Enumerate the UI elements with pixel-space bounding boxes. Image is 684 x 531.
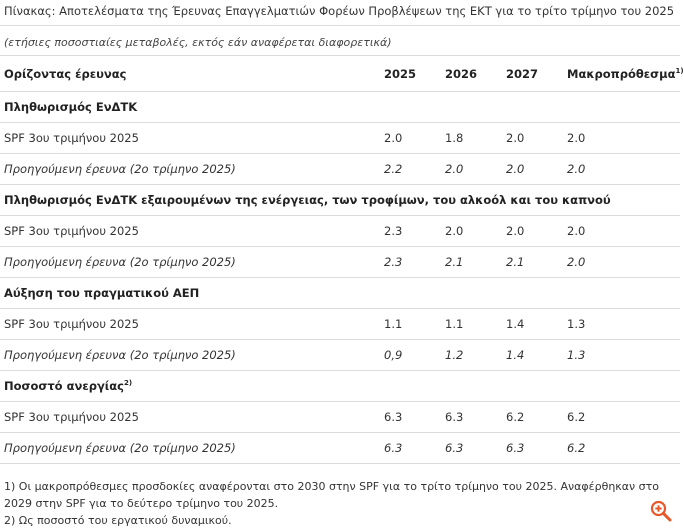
table-row bbox=[0, 123, 680, 154]
section-title-text: Ποσοστό ανεργίας bbox=[4, 379, 124, 393]
cell-value: 6.2 bbox=[563, 433, 680, 464]
cell-value: 6.2 bbox=[563, 402, 680, 433]
footnotes bbox=[0, 478, 680, 529]
cell-value: 1.4 bbox=[502, 340, 563, 371]
row-label: Προηγούμενη έρευνα (2ο τρίμηνο 2025) bbox=[0, 247, 380, 278]
section-header-row bbox=[0, 185, 680, 216]
section-title-text: Πληθωρισμός ΕνΔΤΚ bbox=[4, 100, 138, 114]
row-label: SPF 3ου τριμήνου 2025 bbox=[0, 123, 380, 154]
footnote-1: 1) Οι μακροπρόθεσμες προσδοκίες αναφέρονται στο 2030 στην SPF για το τρίτο τρίμηνο του 2025. Αναφέρθηκαν στο 2029 στην SPF για το δεύτερο τρίμηνο του 2025. bbox=[4, 480, 659, 510]
zoom-in-icon[interactable] bbox=[649, 499, 673, 523]
section-title bbox=[0, 92, 680, 123]
cell-value: 2.0 bbox=[502, 123, 563, 154]
cell-value: 6.3 bbox=[441, 433, 502, 464]
cell-value: 1.8 bbox=[441, 123, 502, 154]
cell-value: 2.3 bbox=[380, 247, 441, 278]
header-2026: 2026 bbox=[441, 57, 502, 92]
cell-value: 2.0 bbox=[563, 247, 680, 278]
cell-value: 2.0 bbox=[563, 154, 680, 185]
cell-value: 6.3 bbox=[502, 433, 563, 464]
table-header-row bbox=[0, 57, 680, 92]
cell-value: 1.4 bbox=[502, 309, 563, 340]
cell-value: 0,9 bbox=[380, 340, 441, 371]
cell-value: 6.3 bbox=[441, 402, 502, 433]
row-label: SPF 3ου τριμήνου 2025 bbox=[0, 309, 380, 340]
table-row bbox=[0, 433, 680, 464]
section-header-row bbox=[0, 278, 680, 309]
table-subcaption: (ετήσιες ποσοστιαίες μεταβολές, εκτός εάν αναφέρεται διαφορετικά) bbox=[0, 27, 680, 56]
section-header-row bbox=[0, 371, 680, 402]
cell-value: 2.0 bbox=[502, 216, 563, 247]
header-long-term-label: Μακροπρόθεσμα bbox=[567, 67, 676, 81]
footnote-2: 2) Ως ποσοστό του εργατικού δυναμικού. bbox=[4, 514, 232, 527]
row-label: SPF 3ου τριμήνου 2025 bbox=[0, 216, 380, 247]
header-2027: 2027 bbox=[502, 57, 563, 92]
row-label: Προηγούμενη έρευνα (2ο τρίμηνο 2025) bbox=[0, 340, 380, 371]
cell-value: 2.0 bbox=[380, 123, 441, 154]
cell-value: 1.3 bbox=[563, 309, 680, 340]
header-long-term bbox=[563, 57, 684, 92]
section-header-row bbox=[0, 92, 680, 123]
cell-value: 2.0 bbox=[563, 123, 680, 154]
row-label: SPF 3ου τριμήνου 2025 bbox=[0, 402, 380, 433]
table-row bbox=[0, 309, 680, 340]
cell-value: 6.3 bbox=[380, 402, 441, 433]
row-label: Προηγούμενη έρευνα (2ο τρίμηνο 2025) bbox=[0, 433, 380, 464]
table-row bbox=[0, 340, 680, 371]
cell-value: 1.1 bbox=[441, 309, 502, 340]
table-row bbox=[0, 402, 680, 433]
results-table bbox=[0, 57, 684, 464]
section-title bbox=[0, 278, 680, 309]
table-row bbox=[0, 216, 680, 247]
cell-value: 2.3 bbox=[380, 216, 441, 247]
cell-value: 2.0 bbox=[441, 154, 502, 185]
table-caption: Πίνακας: Αποτελέσματα της Έρευνας Επαγγελματιών Φορέων Προβλέψεων της ΕΚΤ για το τρίτο τρίμηνο του 2025 bbox=[0, 0, 680, 26]
cell-value: 2.2 bbox=[380, 154, 441, 185]
cell-value: 1.2 bbox=[441, 340, 502, 371]
table-row bbox=[0, 154, 680, 185]
section-title-text: Πληθωρισμός ΕνΔΤΚ εξαιρουμένων της ενέργειας, των τροφίμων, του αλκοόλ και του καπνού bbox=[4, 193, 611, 207]
cell-value: 6.2 bbox=[502, 402, 563, 433]
section-title bbox=[0, 185, 680, 216]
section-title-footnote-mark: 2) bbox=[123, 379, 133, 388]
section-title-text: Αύξηση του πραγματικού ΑΕΠ bbox=[4, 286, 200, 300]
cell-value: 1.3 bbox=[563, 340, 680, 371]
cell-value: 6.3 bbox=[380, 433, 441, 464]
section-title bbox=[0, 371, 680, 402]
cell-value: 2.0 bbox=[563, 216, 680, 247]
header-long-term-footnote-mark: 1) bbox=[675, 67, 684, 76]
header-horizon: Ορίζοντας έρευνας bbox=[0, 57, 380, 92]
table-row bbox=[0, 247, 680, 278]
header-2025: 2025 bbox=[380, 57, 441, 92]
cell-value: 1.1 bbox=[380, 309, 441, 340]
row-label: Προηγούμενη έρευνα (2ο τρίμηνο 2025) bbox=[0, 154, 380, 185]
cell-value: 2.1 bbox=[441, 247, 502, 278]
cell-value: 2.0 bbox=[441, 216, 502, 247]
cell-value: 2.0 bbox=[502, 154, 563, 185]
cell-value: 2.1 bbox=[502, 247, 563, 278]
